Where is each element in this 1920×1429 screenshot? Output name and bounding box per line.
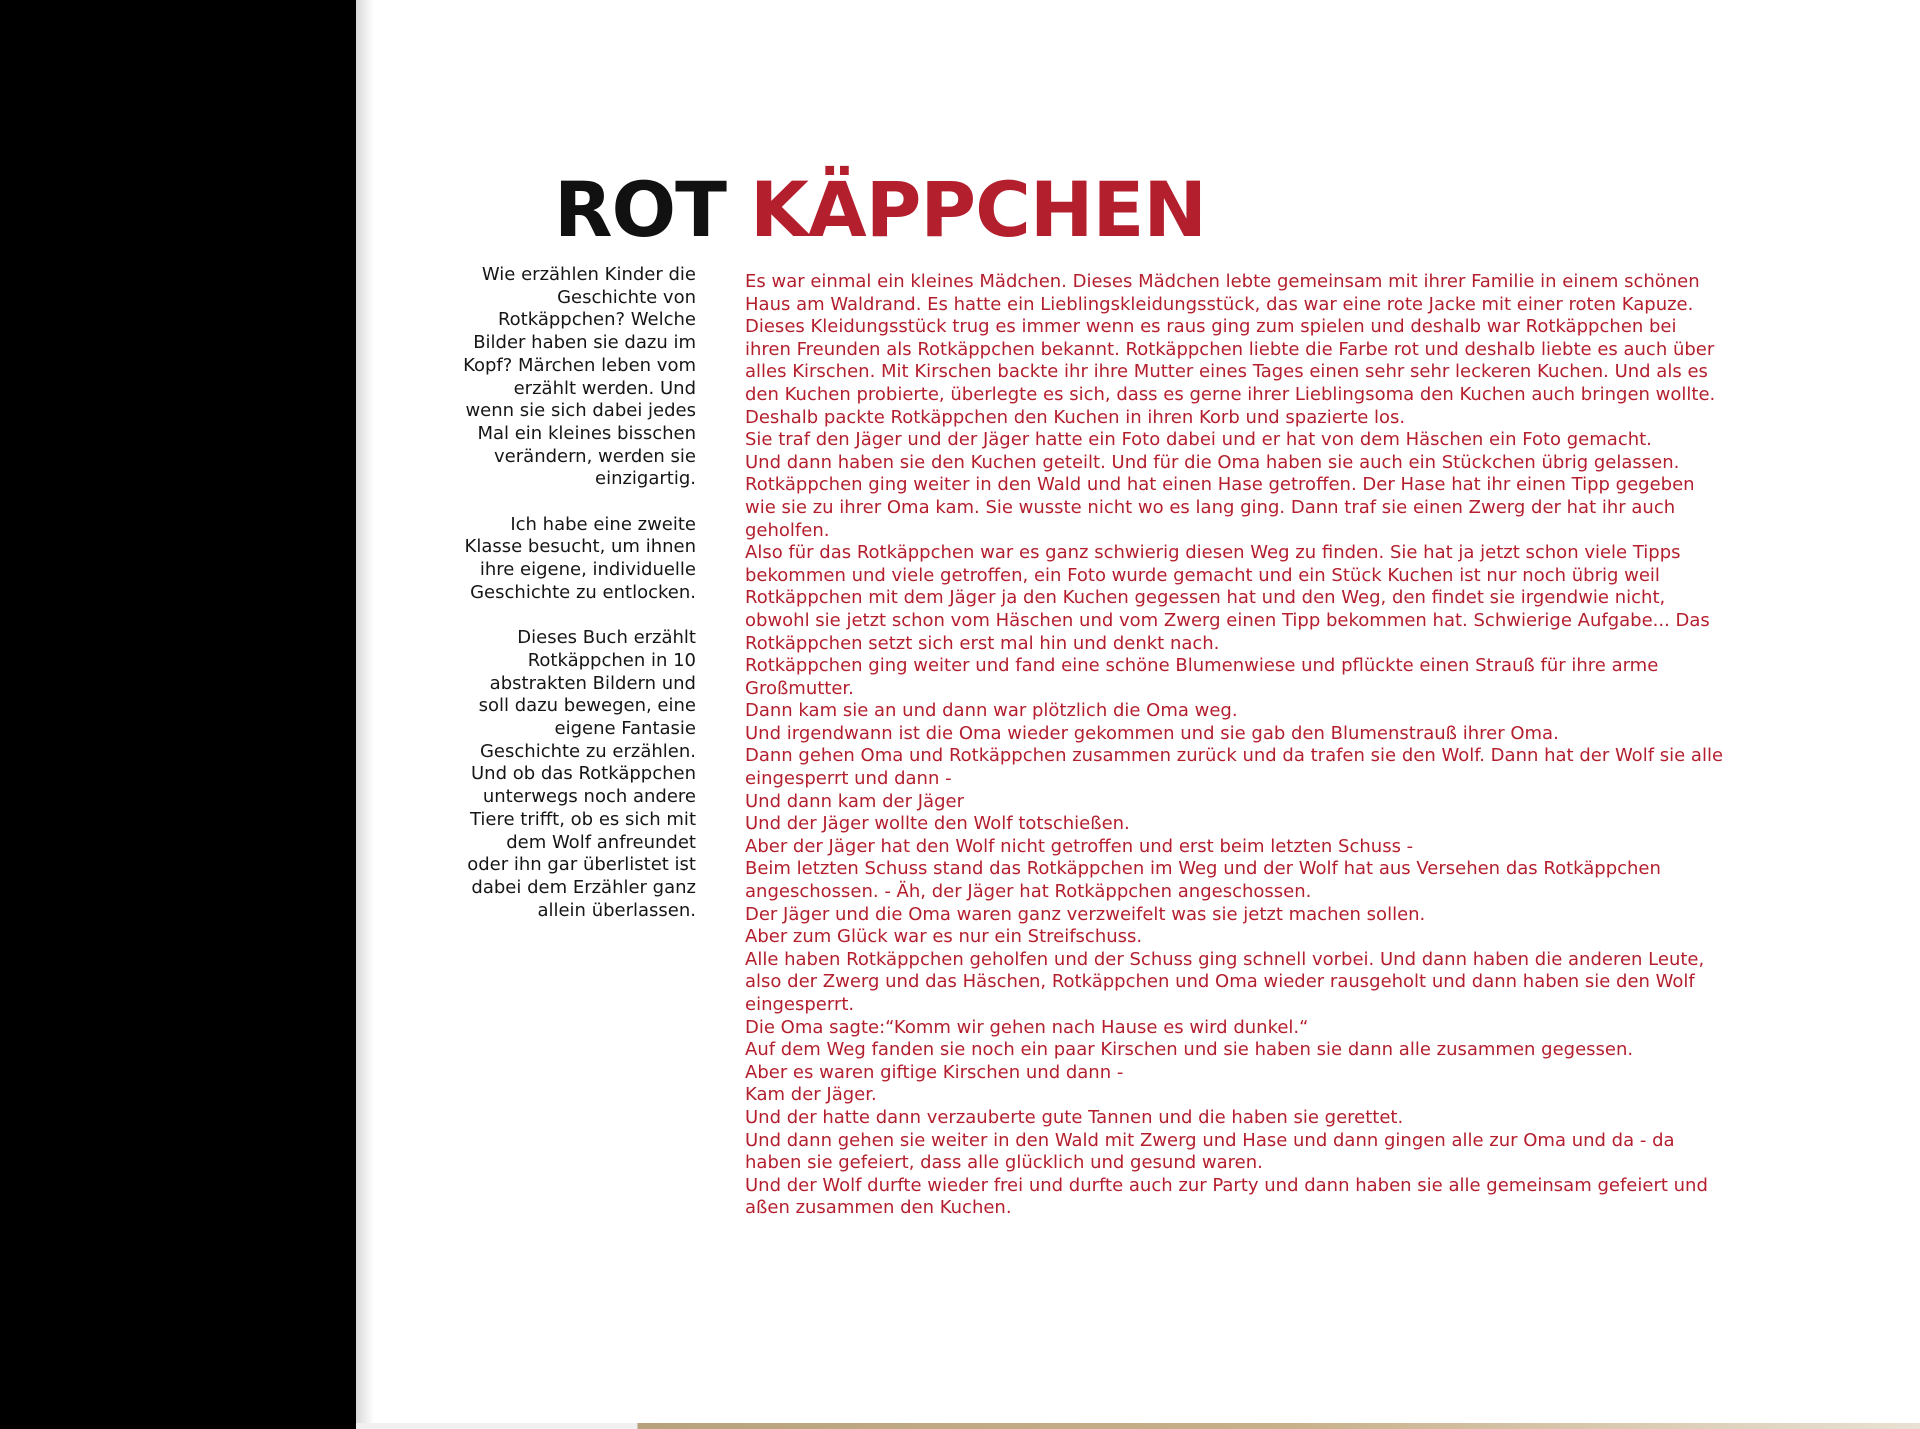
story-paragraph: Kam der Jäger. — [745, 1084, 877, 1106]
story-paragraph: Es war einmal ein kleines Mädchen. Dieses Mädchen lebte gemeinsam mit ihrer Familie in einem schönen Haus am Waldrand. Es hatte ein Lieblingskleidungsstück, das war eine rote Jacke mit einer roten Kapuze. Dieses Kleidungsstück trug es immer wenn es raus ging zum spielen und deshalb war Rotkäppchen bei ihren Freunden als Rotkäppchen bekannt. Rotkäppchen liebte die Farbe rot und deshalb liebte es auch über alles Kirschen. Mit Kirschen backte ihr ihre Mutter eines Tages einen sehr sehr leckeren Kuchen. Und als es den Kuchen probierte, überlegte es sich, dass es gerne ihrer Lieblingsoma den Kuchen auch bringen wollte. Deshalb packte Rotkäppchen den Kuchen in ihren Korb und spazierte los. — [745, 271, 1716, 428]
page-bottom-edge — [356, 1423, 1920, 1429]
story-paragraph: Und der Jäger wollte den Wolf totschießen. — [745, 813, 1130, 835]
intro-paragraph: Dieses Buch erzählt Rotkäppchen in 10 abstrakten Bildern und soll dazu bewegen, eine eigene Fantasie Geschichte zu erzählen. Und ob das Rotkäppchen unterwegs noch andere Tiere trifft, ob es sich mit dem Wolf anfreundet oder ihn gar überlistet ist dabei dem Erzähler ganz allein überlassen. — [467, 627, 696, 921]
story-paragraph: Und dann gehen sie weiter in den Wald mit Zwerg und Hase und dann gingen alle zur Oma und da - da haben sie gefeiert, dass alle glücklich und gesund waren. — [745, 1129, 1675, 1174]
story-paragraph: Rotkäppchen ging weiter in den Wald und hat einen Hase getroffen. Der Hase hat ihr einen Tipp gegeben wie sie zu ihrer Oma kam. Sie wusste nicht wo es lang ging. Dann traf sie einen Zwerg der hat ihr auch geholfen. — [745, 474, 1695, 541]
intro-column — [462, 264, 696, 945]
story-paragraph: Die Oma sagte:“Komm wir gehen nach Hause es wird dunkel.“ — [745, 1016, 1309, 1038]
story-paragraph: Und dann kam der Jäger — [745, 790, 964, 812]
story-paragraph: Aber es waren giftige Kirschen und dann - — [745, 1061, 1124, 1083]
title-kaeppchen: KÄPPCHEN — [749, 165, 1206, 254]
story-paragraph: Sie traf den Jäger und der Jäger hatte ein Foto dabei und er hat von dem Häschen ein Foto gemacht. — [745, 429, 1652, 451]
intro-paragraph: Ich habe eine zweite Klasse besucht, um ihnen ihre eigene, individuelle Geschichte zu entlocken. — [464, 513, 696, 603]
title-rot: ROT — [554, 165, 726, 254]
story-paragraph: Dann kam sie an und dann war plötzlich die Oma weg. — [745, 700, 1238, 722]
story-paragraph: Alle haben Rotkäppchen geholfen und der Schuss ging schnell vorbei. Und dann haben die anderen Leute, also der Zwerg und das Häschen, Rotkäppchen und Oma wieder rausgeholt und dann haben sie den Wolf eingesperrt. — [745, 948, 1705, 1015]
story-paragraph: Dann gehen Oma und Rotkäppchen zusammen zurück und da trafen sie den Wolf. Dann hat der Wolf sie alle eingesperrt und dann - — [745, 745, 1724, 790]
intro-paragraph: Wie erzählen Kinder die Geschichte von Rotkäppchen? Welche Bilder haben sie dazu im Kopf? Märchen leben vom erzählt werden. Und wenn sie sich dabei jedes Mal ein kleines bisschen verändern, werden sie einzigartig. — [463, 264, 696, 490]
page-gutter-shadow — [356, 0, 374, 1429]
story-paragraph: Und der hatte dann verzauberte gute Tannen und die haben sie gerettet. — [745, 1106, 1404, 1128]
scan-dark-edge — [0, 0, 356, 1429]
story-paragraph: Und der Wolf durfte wieder frei und durfte auch zur Party und dann haben sie alle gemeinsam gefeiert und aßen zusammen den Kuchen. — [745, 1174, 1708, 1219]
story-paragraph: Und irgendwann ist die Oma wieder gekommen und sie gab den Blumenstrauß ihrer Oma. — [745, 722, 1559, 744]
story-paragraph: Rotkäppchen ging weiter und fand eine schöne Blumenwiese und pflückte einen Strauß für ihre arme Großmutter. — [745, 655, 1659, 699]
page-title — [554, 165, 1206, 254]
story-paragraph: Also für das Rotkäppchen war es ganz schwierig diesen Weg zu finden. Sie hat ja jetzt schon viele Tipps bekommen und viele getroffen, ein Foto wurde gemacht und ein Stück Kuchen ist nur noch übrig weil Rotkäppchen mit dem Jäger ja den Kuchen gegessen hat und den Weg, den findet sie irgendwie nicht, obwohl sie jetzt schon vom Häschen und vom Zwerg einen Tipp bekommen hat. Schwierige Aufgabe... Das Rotkäppchen setzt sich erst mal hin und denkt nach. — [745, 542, 1710, 654]
story-paragraph: Beim letzten Schuss stand das Rotkäppchen im Weg und der Wolf hat aus Versehen das Rotkäppchen angeschossen. - Äh, der Jäger hat Rotkäppchen angeschossen. — [745, 858, 1661, 903]
story-paragraph: Auf dem Weg fanden sie noch ein paar Kirschen und sie haben sie dann alle zusammen gegessen. — [745, 1039, 1634, 1061]
story-paragraph: Der Jäger und die Oma waren ganz verzweifelt was sie jetzt machen sollen. — [745, 903, 1426, 925]
story-column — [745, 271, 1725, 1220]
story-paragraph: Und dann haben sie den Kuchen geteilt. Und für die Oma haben sie auch ein Stückchen übrig gelassen. — [745, 451, 1680, 473]
story-paragraph: Aber der Jäger hat den Wolf nicht getroffen und erst beim letzten Schuss - — [745, 835, 1414, 857]
story-paragraph: Aber zum Glück war es nur ein Streifschuss. — [745, 926, 1143, 948]
